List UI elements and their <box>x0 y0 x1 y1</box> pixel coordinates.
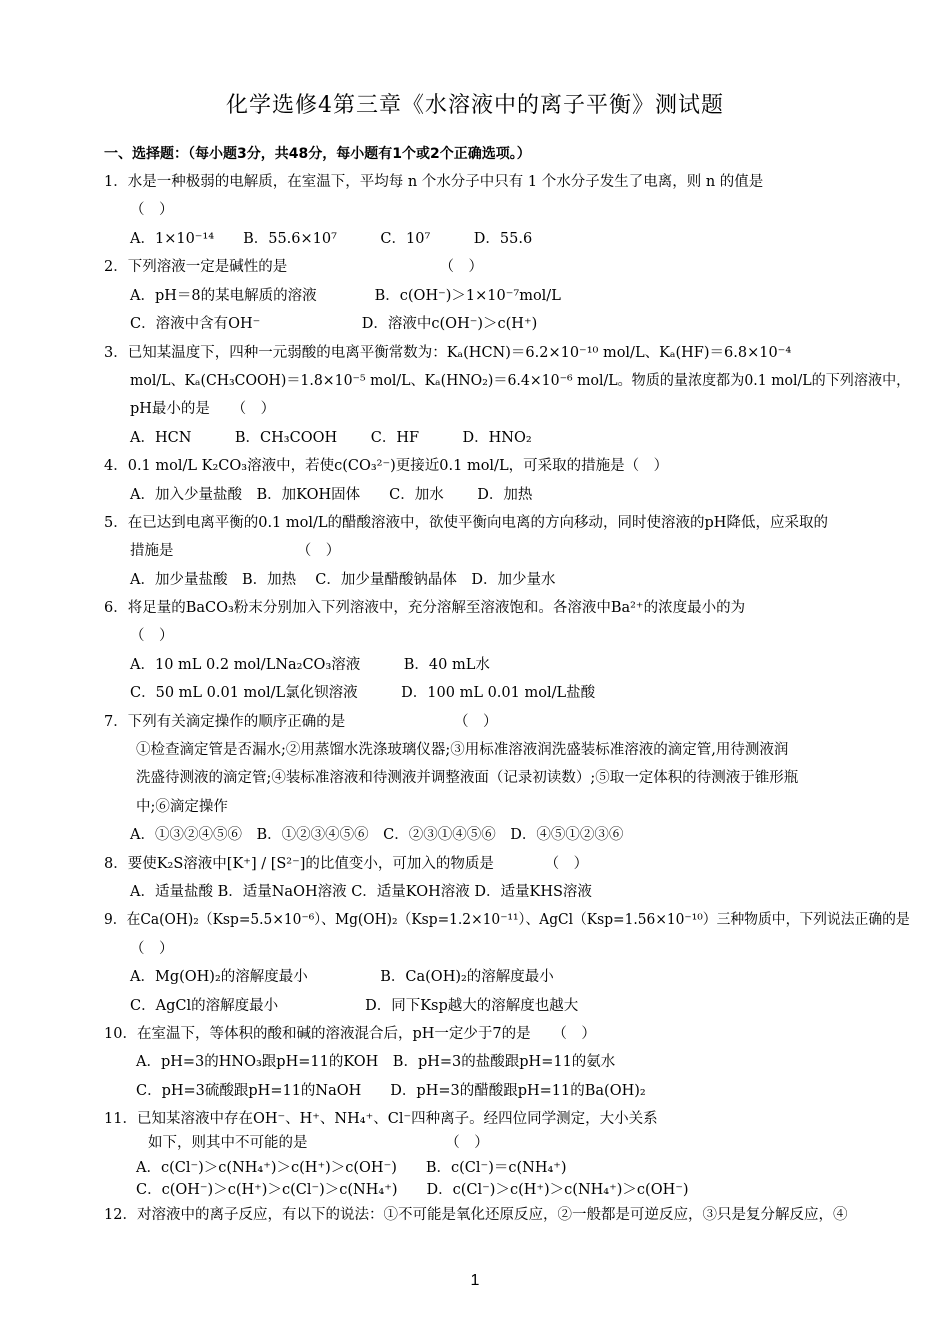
question-line: （ ） <box>130 202 174 218</box>
question-line: A．1×10⁻¹⁴ B．55.6×10⁷ C．10⁷ D．55.6 <box>130 231 533 247</box>
question-line: A．10 mL 0.2 mol/LNa₂CO₃溶液 B．40 mL水 <box>130 657 490 673</box>
question-line: 6．将足量的BaCO₃粉末分别加入下列溶液中，充分溶解至溶液饱和。各溶液中Ba²⁺的浓度最小的为 <box>104 600 746 616</box>
question-line: A．加少量盐酸 B．加热 C．加少量醋酸钠晶体 D．加少量水 <box>130 572 556 588</box>
question-line: 12．对溶液中的离子反应，有以下的说法：①不可能是氧化还原反应，②一般都是可逆反应，③只是复分解反应，④ <box>104 1207 848 1223</box>
question-line: A．适量盐酸 B．适量NaOH溶液 C．适量KOH溶液 D．适量KHS溶液 <box>130 884 592 900</box>
page-title: 化学选修4第三章《水溶液中的离子平衡》测试题 <box>226 93 724 118</box>
question-line: ①检查滴定管是否漏水;②用蒸馏水洗涤玻璃仪器;③用标准溶液润洗盛装标准溶液的滴定管,用待测液润 <box>136 742 789 758</box>
question-line: 11．已知某溶液中存在OH⁻、H⁺、NH₄⁺、Cl⁻四种离子。经四位同学测定，大小关系 <box>104 1111 658 1127</box>
question-line: A．①③②④⑤⑥ B．①②③④⑤⑥ C．②③①④⑤⑥ D．④⑤①②③⑥ <box>130 827 624 843</box>
question-line: pH最小的是 （ ） <box>130 401 276 417</box>
question-line: 洗盛待测液的滴定管;④装标准溶液和待测液并调整液面（记录初读数）;⑤取一定体积的待测液于锥形瓶 <box>136 770 799 786</box>
question-line: 8．要使K₂S溶液中[K⁺] / [S²⁻]的比值变小，可加入的物质是 （ ） <box>104 856 589 872</box>
question-line: （ ） <box>130 941 174 957</box>
question-line: C．pH=3硫酸跟pH=11的NaOH D．pH=3的醋酸跟pH=11的Ba(OH)₂ <box>136 1083 646 1099</box>
question-line: A．Mg(OH)₂的溶解度最小 B．Ca(OH)₂的溶解度最小 <box>130 969 554 985</box>
question-line: 措施是 （ ） <box>130 543 341 559</box>
question-line: C．溶液中含有OH⁻ D．溶液中c(OH⁻)＞c(H⁺) <box>130 316 538 332</box>
question-line: 2．下列溶液一定是碱性的是 （ ） <box>104 259 483 275</box>
question-line: 3．已知某温度下，四种一元弱酸的电离平衡常数为：Kₐ(HCN)＝6.2×10⁻¹⁰ mol/L、Kₐ(HF)＝6.8×10⁻⁴ <box>104 345 792 361</box>
question-line: 10．在室温下，等体积的酸和碱的溶液混合后，pH一定少于7的是 （ ） <box>104 1026 596 1042</box>
question-line: 9．在Ca(OH)₂（Ksp=5.5×10⁻⁶）、Mg(OH)₂（Ksp=1.2×10⁻¹¹）、AgCl（Ksp=1.56×10⁻¹⁰）三种物质中，下列说法正确的是 <box>104 912 910 928</box>
question-line: A．pH=3的HNO₃跟pH=11的KOH B．pH=3的盐酸跟pH=11的氨水 <box>136 1054 616 1070</box>
question-line: 5．在已达到电离平衡的0.1 mol/L的醋酸溶液中，欲使平衡向电离的方向移动，同时使溶液的pH降低，应采取的 <box>104 515 828 531</box>
question-line: C．c(OH⁻)＞c(H⁺)＞c(Cl⁻)＞c(NH₄⁺) D．c(Cl⁻)＞c(H⁺)＞c(NH₄⁺)＞c(OH⁻) <box>136 1182 689 1198</box>
question-line: A．HCN B．CH₃COOH C．HF D．HNO₂ <box>130 430 532 446</box>
section-heading: 一、选择题：（每小题3分，共48分，每小题有1个或2个正确选项。） <box>104 146 531 162</box>
question-line: （ ） <box>130 628 174 644</box>
question-line: C．AgCl的溶解度最小 D．同下Ksp越大的溶解度也越大 <box>130 998 579 1014</box>
question-line: C．50 mL 0.01 mol/L氯化钡溶液 D．100 mL 0.01 mol/L盐酸 <box>130 685 596 701</box>
question-line: 1．水是一种极弱的电解质，在室温下，平均每 n 个水分子中只有 1 个水分子发生了电离，则 n 的值是 <box>104 174 764 190</box>
question-line: mol/L、Kₐ(CH₃COOH)＝1.8×10⁻⁵ mol/L、Kₐ(HNO₂)＝6.4×10⁻⁶ mol/L。物质的量浓度都为0.1 mol/L的下列溶液中， <box>130 373 911 389</box>
question-line: 4．0.1 mol/L K₂CO₃溶液中，若使c(CO₃²⁻)更接近0.1 mol/L，可采取的措施是（ ） <box>104 458 669 474</box>
question-line: 中;⑥滴定操作 <box>136 799 228 815</box>
question-line: A．c(Cl⁻)＞c(NH₄⁺)＞c(H⁺)＞c(OH⁻) B．c(Cl⁻)＝c(NH₄⁺) <box>136 1160 567 1176</box>
question-line: 7．下列有关滴定操作的顺序正确的是 （ ） <box>104 714 498 730</box>
question-line: 如下，则其中不可能的是 （ ） <box>148 1135 489 1151</box>
question-line: A．加入少量盐酸 B．加KOH固体 C．加水 D．加热 <box>130 487 533 503</box>
question-line: A．pH＝8的某电解质的溶液 B．c(OH⁻)＞1×10⁻⁷mol/L <box>130 288 561 304</box>
page-number: 1 <box>470 1272 480 1289</box>
